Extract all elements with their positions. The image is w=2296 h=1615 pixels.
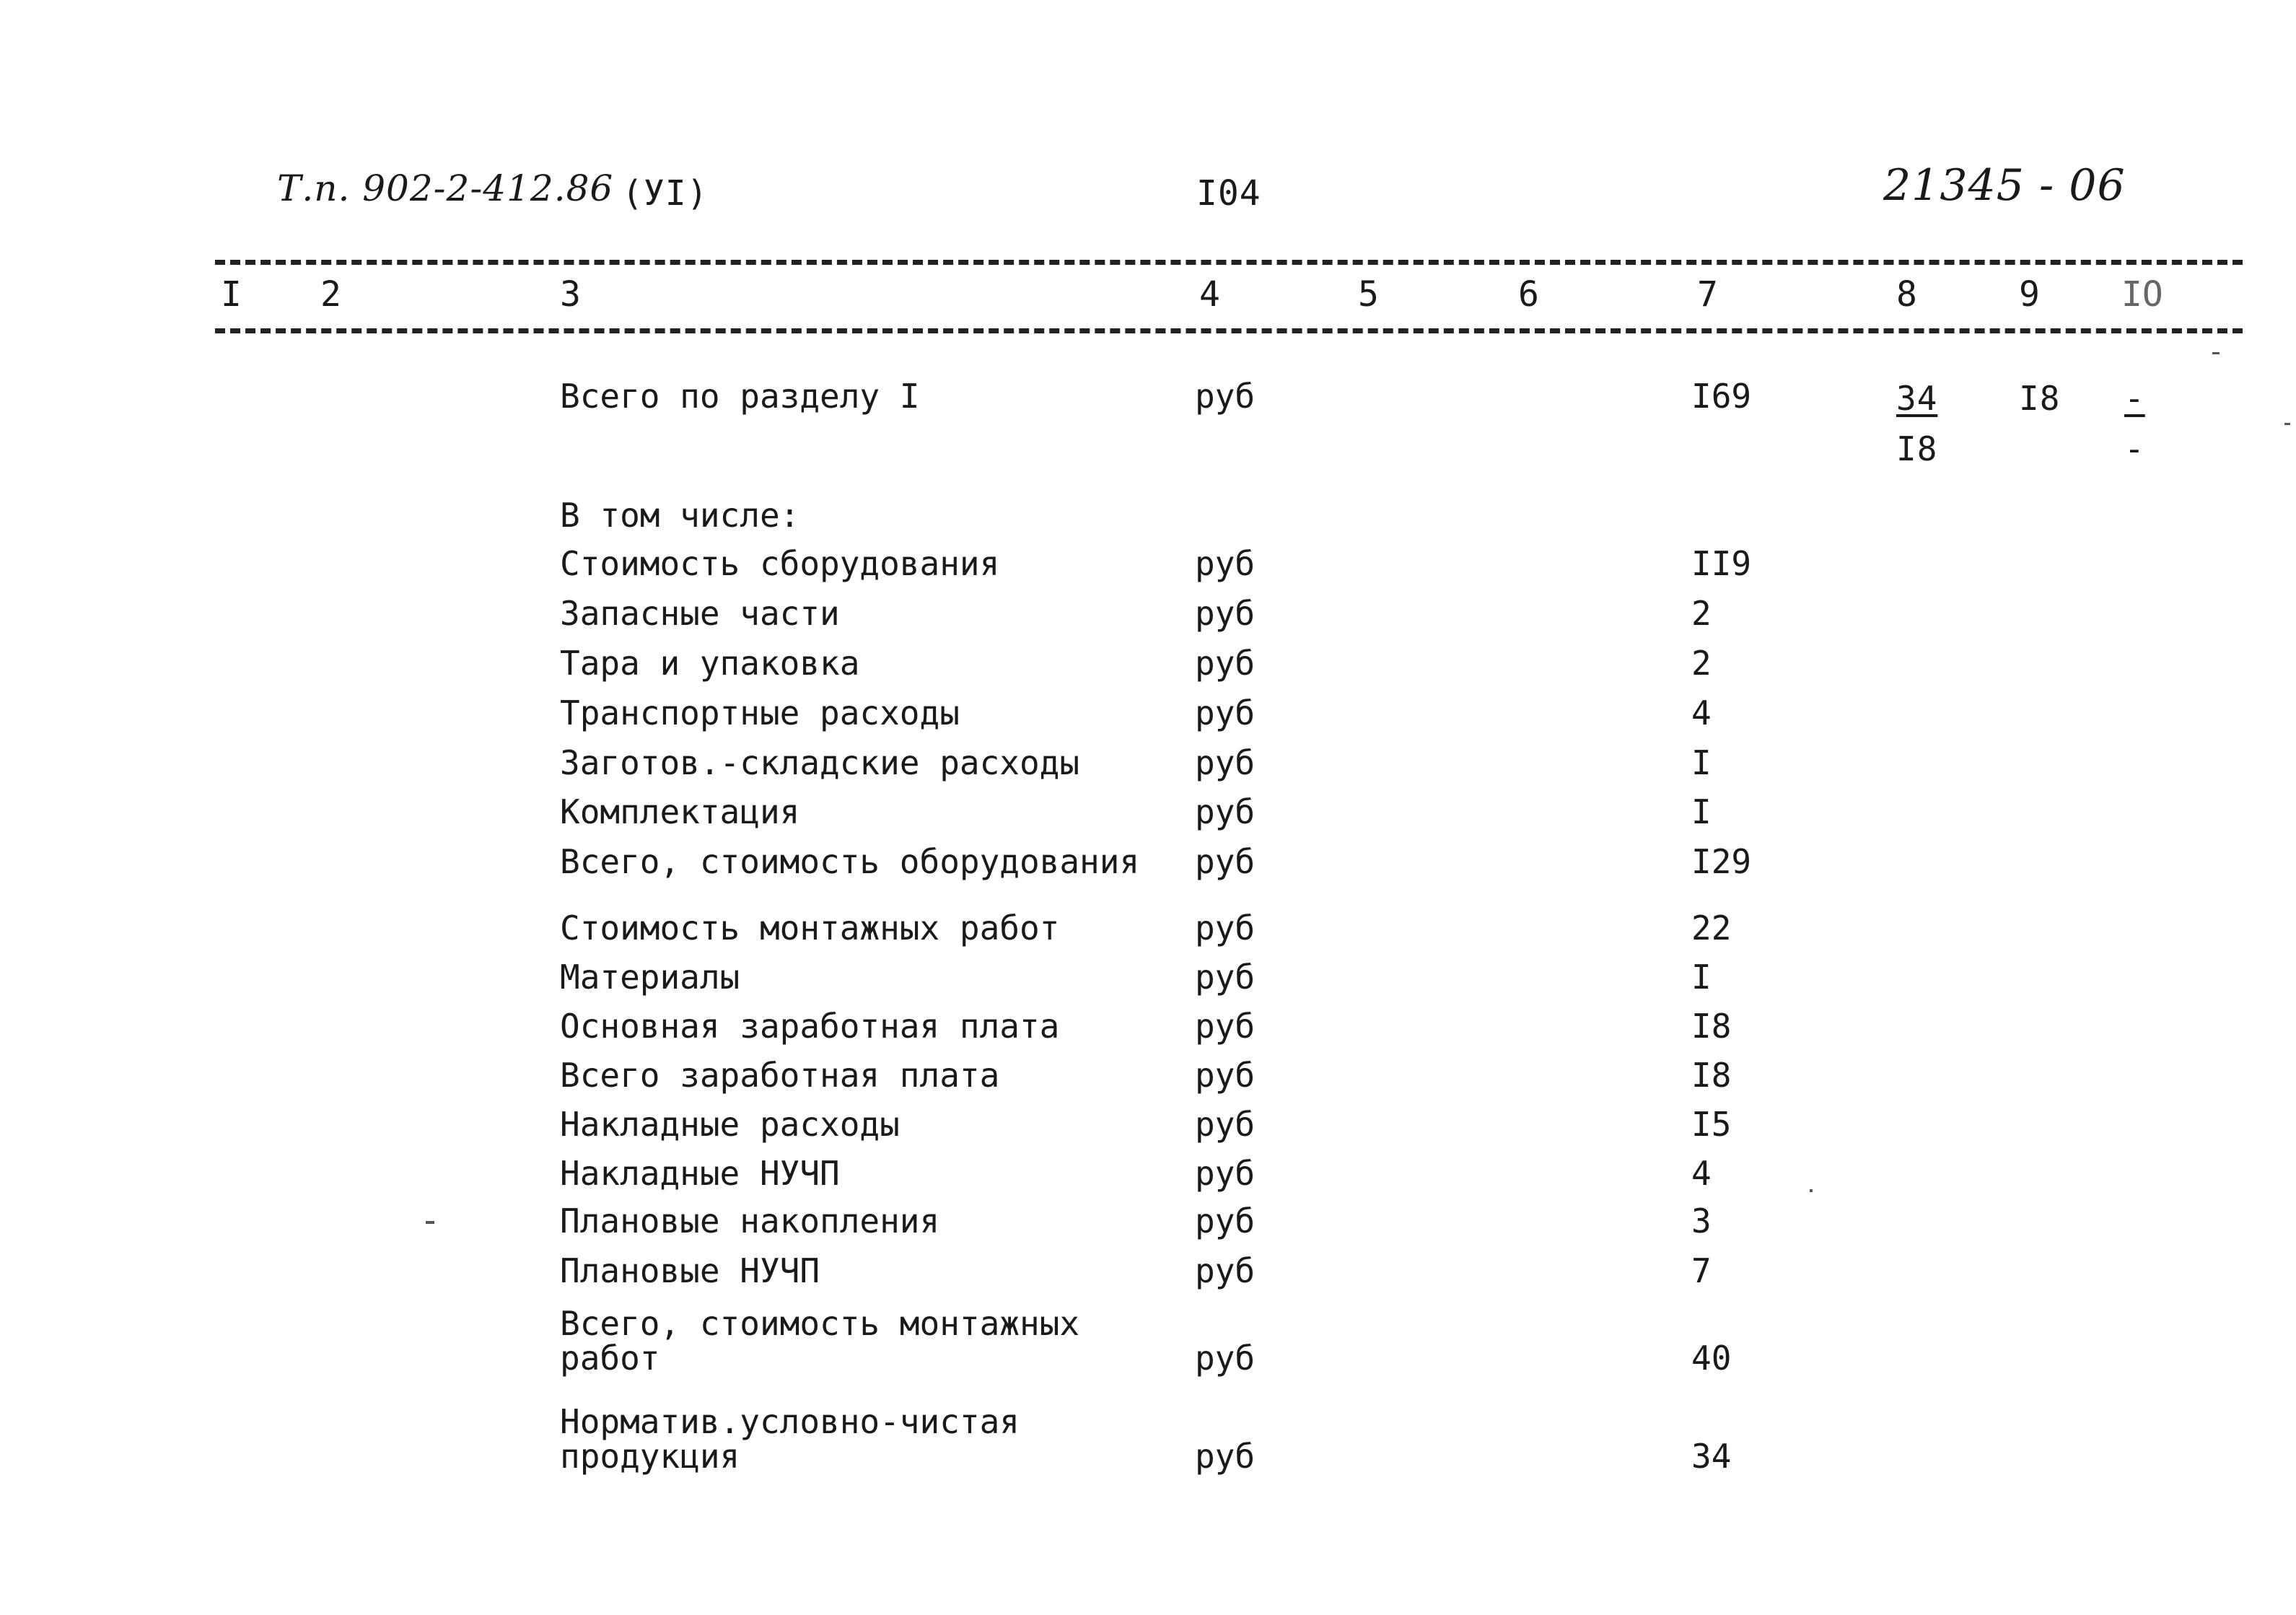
- row-unit: руб: [1195, 1251, 1256, 1290]
- row-label: Запасные части: [560, 594, 840, 633]
- row-value: I: [1691, 792, 1712, 831]
- row-label: Основная заработная плата: [560, 1007, 1060, 1046]
- fraction-numerator-col10: -: [2124, 379, 2145, 418]
- edition-mark: (УI): [622, 173, 709, 214]
- row-value: 2: [1691, 594, 1712, 633]
- column-number: 8: [1896, 274, 1917, 315]
- column-number: 9: [2019, 274, 2040, 315]
- row-unit: руб: [1195, 842, 1256, 881]
- row-value-col7: I69: [1691, 377, 1752, 416]
- row-label: Стоимость сборудования: [560, 544, 1000, 583]
- fraction-numerator-col8: 34: [1896, 379, 1938, 418]
- fraction-denominator-col10: -: [2124, 429, 2145, 468]
- row-unit: руб: [1195, 693, 1256, 732]
- row-value: 7: [1691, 1251, 1712, 1290]
- row-label: Заготов.-складские расходы: [560, 743, 1080, 782]
- row-unit: руб: [1195, 1437, 1256, 1476]
- row-value: 4: [1691, 1154, 1712, 1193]
- row-unit: руб: [1195, 958, 1256, 997]
- scan-speck: [2212, 352, 2220, 354]
- row-value: I8: [1691, 1007, 1732, 1046]
- fraction-denominator-col8: I8: [1896, 429, 1938, 468]
- row-value: 22: [1691, 909, 1732, 947]
- row-value: 4: [1691, 693, 1712, 732]
- row-unit: руб: [1195, 1007, 1256, 1046]
- scan-speck: [1810, 1189, 1813, 1192]
- row-unit: руб: [1195, 792, 1256, 831]
- row-unit: руб: [1195, 909, 1256, 947]
- column-number: 7: [1697, 274, 1718, 315]
- row-label: Всего, стоимость оборудования: [560, 842, 1140, 881]
- row-value: I29: [1691, 842, 1752, 881]
- row-value: 34: [1691, 1437, 1732, 1476]
- handwritten-doc-code: 21345 - 06: [1883, 160, 2126, 211]
- row-unit: руб: [1195, 1056, 1256, 1095]
- row-label: Стоимость монтажных работ: [560, 909, 1060, 947]
- row-value: I8: [1691, 1056, 1732, 1095]
- row-unit: руб: [1195, 1154, 1256, 1193]
- row-unit: руб: [1195, 1339, 1256, 1378]
- column-number: 2: [320, 274, 341, 315]
- row-unit: руб: [1195, 594, 1256, 633]
- column-number: 6: [1518, 274, 1539, 315]
- row-label: Всего заработная плата: [560, 1056, 1000, 1095]
- row-value: II9: [1691, 544, 1752, 583]
- row-unit: руб: [1195, 1202, 1256, 1240]
- row-label: Тара и упаковка: [560, 644, 860, 683]
- row-label: Всего, стоимость монтажных работ: [560, 1304, 1080, 1378]
- column-number: 5: [1358, 274, 1379, 315]
- row-value: 3: [1691, 1202, 1712, 1240]
- row-unit: руб: [1195, 644, 1256, 683]
- column-number: 4: [1199, 274, 1220, 315]
- row-label: Накладные НУЧП: [560, 1154, 840, 1193]
- row-value: I5: [1691, 1105, 1732, 1144]
- row-label: Плановые НУЧП: [560, 1251, 820, 1290]
- row-value: 40: [1691, 1339, 1732, 1378]
- row-label: Накладные расходы: [560, 1105, 900, 1144]
- row-label: Транспортные расходы: [560, 693, 960, 732]
- row-value: 2: [1691, 644, 1712, 683]
- column-number: 3: [560, 274, 581, 315]
- row-label: Комплектация: [560, 792, 800, 831]
- row-label: Всего по разделу I: [560, 377, 920, 416]
- row-label: Материалы: [560, 958, 740, 997]
- page-number: I04: [1196, 173, 1261, 214]
- row-unit: руб: [1195, 377, 1256, 416]
- row-value: I: [1691, 958, 1712, 997]
- row-unit: руб: [1195, 1105, 1256, 1144]
- scan-speck: [2284, 423, 2290, 425]
- row-value: I: [1691, 743, 1712, 782]
- subheading-including: В том числе:: [560, 496, 800, 535]
- bottom-dashed-rule: [215, 328, 2243, 333]
- top-dashed-rule: [215, 260, 2243, 265]
- handwritten-project-ref: Т.п. 902-2-412.86: [277, 167, 614, 209]
- row-unit: руб: [1195, 743, 1256, 782]
- row-label: Плановые накопления: [560, 1202, 940, 1240]
- row-label: Норматив.условно-чистая продукция: [560, 1402, 1020, 1476]
- scan-speck: [426, 1221, 434, 1224]
- row-unit: руб: [1195, 544, 1256, 583]
- row-value-col9: I8: [2019, 379, 2061, 418]
- column-number: I: [221, 274, 242, 315]
- column-number: IO: [2121, 274, 2163, 315]
